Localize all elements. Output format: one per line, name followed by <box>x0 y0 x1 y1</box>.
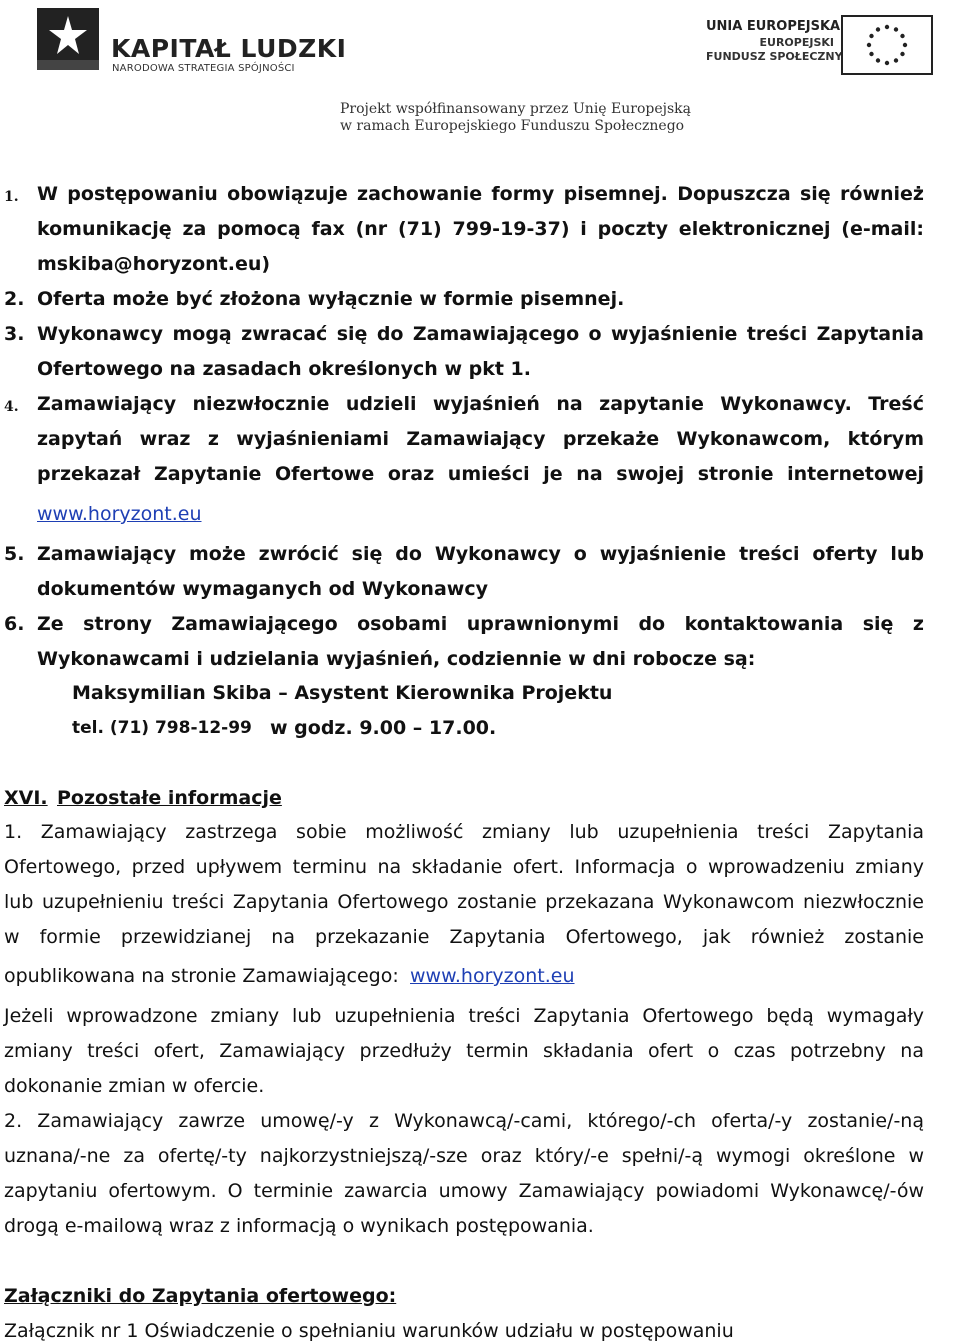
item1-line3: mskiba@horyzont.eu) <box>37 253 271 275</box>
cofinancing-line1: Projekt współfinansowany przez Unię Europejską <box>340 101 691 117</box>
section16-number: XVI. <box>4 787 48 809</box>
contact-hours: w godz. 9.00 – 17.00. <box>270 717 497 739</box>
kapital-ludzki-title: KAPITAŁ LUDZKI <box>111 34 347 63</box>
p3-line1: 2. Zamawiający zawrze umowę/-y z Wykonawcą/-cami, którego/-ch oferta/-y zostanie/-ną <box>4 1110 924 1132</box>
p1-website-link[interactable]: www.horyzont.eu <box>410 965 575 987</box>
p3-line4: drogą e-mailową wraz z informacją o wynikach postępowania. <box>4 1215 594 1237</box>
kapital-ludzki-logo <box>37 8 347 78</box>
attachments-heading: Załączniki do Zapytania ofertowego: <box>4 1285 397 1307</box>
item4-line2: zapytań wraz z wyjaśnieniami Zamawiający przekaże Wykonawcom, którym <box>37 428 924 450</box>
item1-number: 1. <box>4 189 19 205</box>
item5-line1: Zamawiający może zwrócić się do Wykonawcy o wyjaśnienie treści oferty lub <box>37 543 924 565</box>
eu-logo-line2: EUROPEJSKI <box>759 36 834 49</box>
eu-flag-icon <box>841 15 933 75</box>
item5-number: 5. <box>4 543 25 565</box>
item4-line1: Zamawiający niezwłocznie udzieli wyjaśnień na zapytanie Wykonawcy. Treść <box>37 393 924 415</box>
p2-line1: Jeżeli wprowadzone zmiany lub uzupełnienia treści Zapytania Ofertowego będą wymagały <box>4 1005 924 1027</box>
p2-line2: zmiany treści ofert, Zamawiający przedłuży termin składania ofert o czas potrzebny na <box>4 1040 924 1062</box>
p1-line3: lub uzupełnieniu treści Zapytania Ofertowego zostanie przekazana Wykonawcom niezwłocznie <box>4 891 924 913</box>
p3-line2: uznana/-ne za ofertę/-ty najkorzystniejszą/-sze oraz który/-e spełni/-ą wymogi określone w <box>4 1145 924 1167</box>
item4-line3: przekazał Zapytanie Ofertowe oraz umieści je na swojej stronie internetowej <box>37 463 924 485</box>
eu-logo-text <box>706 19 843 63</box>
attachment-item-1: Załącznik nr 1 Oświadczenie o spełnianiu warunków udziału w postępowaniu <box>4 1320 734 1342</box>
cofinancing-line2: w ramach Europejskiego Funduszu Społecznego <box>340 118 685 134</box>
contact-person: Maksymilian Skiba – Asystent Kierownika Projektu <box>72 682 613 704</box>
item6-number: 6. <box>4 613 25 635</box>
item3-number: 3. <box>4 323 25 345</box>
p1-line4: w formie przewidzianej na przekazanie Zapytania Ofertowego, jak również zostanie <box>4 926 924 948</box>
item6-line1: Ze strony Zamawiającego osobami uprawnionymi do kontaktowania się z <box>37 613 924 635</box>
kapital-ludzki-subtitle: NARODOWA STRATEGIA SPÓJNOŚCI <box>112 63 295 74</box>
item3-line2: Ofertowego na zasadach określonych w pkt 1. <box>37 358 531 380</box>
eu-logo-line3: FUNDUSZ SPOŁECZNY <box>706 50 843 63</box>
page-header <box>0 0 960 150</box>
item2-line1: Oferta może być złożona wyłącznie w formie pisemnej. <box>37 288 625 310</box>
item3-line1: Wykonawcy mogą zwracać się do Zamawiającego o wyjaśnienie treści Zapytania <box>37 323 924 345</box>
p1-line2: Ofertowego, przed upływem terminu na składanie ofert. Informacja o wprowadzeniu zmiany <box>4 856 924 878</box>
p2-line3: dokonanie zmian w ofercie. <box>4 1075 265 1097</box>
item5-line2: dokumentów wymaganych od Wykonawcy <box>37 578 488 600</box>
section16-title: Pozostałe informacje <box>57 787 282 809</box>
p3-line3: zapytaniu ofertowym. O terminie zawarcia umowy Zamawiający powiadomi Wykonawcę/-ów <box>4 1180 924 1202</box>
item1-line1: W postępowaniu obowiązuje zachowanie formy pisemnej. Dopuszcza się również <box>37 183 924 205</box>
p1-line1: 1. Zamawiający zastrzega sobie możliwość zmiany lub uzupełnienia treści Zapytania <box>4 821 924 843</box>
eu-logo-line1: UNIA EUROPEJSKA <box>706 19 841 34</box>
item4-website-link[interactable]: www.horyzont.eu <box>37 503 202 525</box>
cofinancing-note <box>340 101 691 135</box>
eu-logo <box>706 15 936 77</box>
p1-line5: opublikowana na stronie Zamawiającego: <box>4 965 399 987</box>
item4-number: 4. <box>4 399 19 415</box>
item6-line2: Wykonawcami i udzielania wyjaśnień, codziennie w dni robocze są: <box>37 648 756 670</box>
kapital-ludzki-emblem-icon <box>37 8 99 70</box>
item1-line2: komunikację za pomocą fax (nr (71) 799-19-37) i poczty elektronicznej (e-mail: <box>37 218 924 240</box>
item2-number: 2. <box>4 288 25 310</box>
contact-phone: tel. (71) 798-12-99 <box>72 718 252 738</box>
